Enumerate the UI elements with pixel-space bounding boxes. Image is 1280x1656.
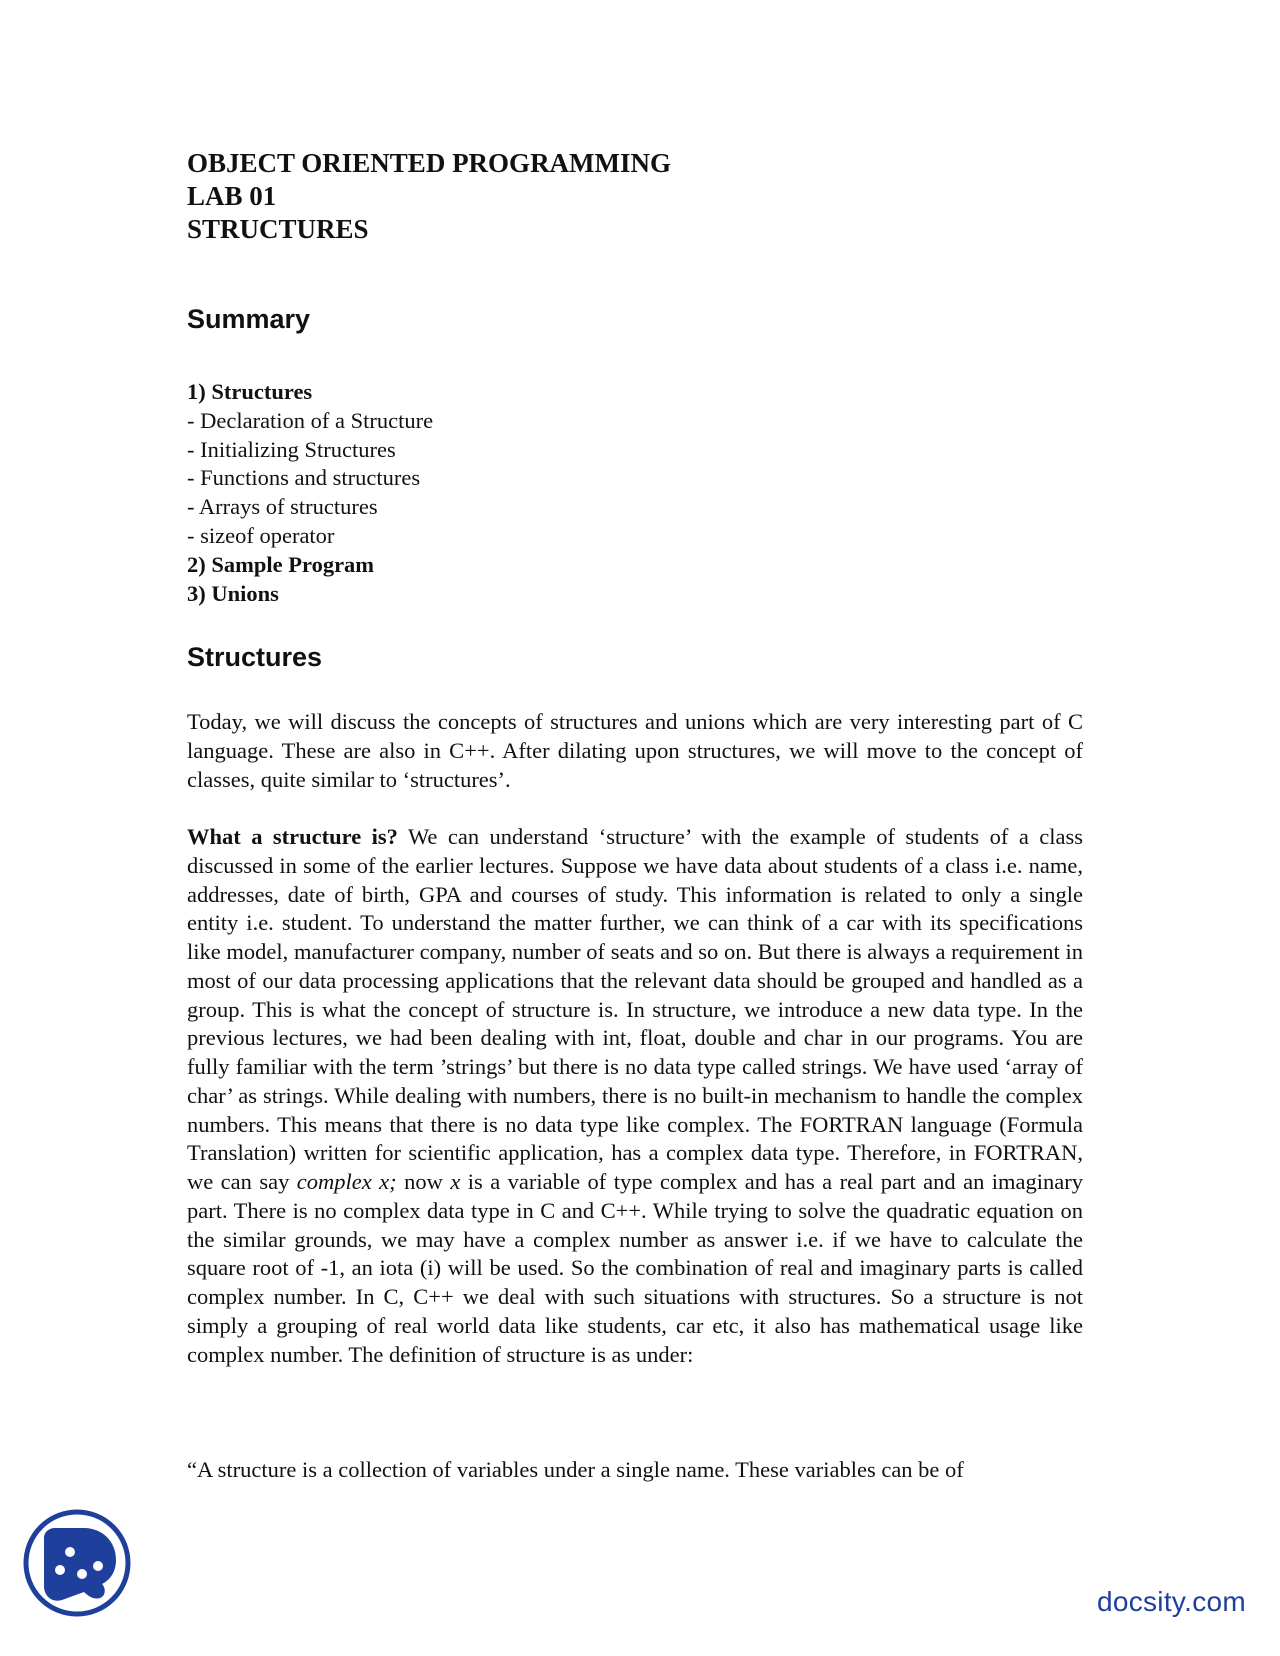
variable-name: x (450, 1169, 461, 1194)
structures-heading: Structures (187, 642, 323, 672)
definition-paragraph (187, 823, 1083, 1369)
paragraph-text: now (396, 1169, 451, 1194)
docsity-brand[interactable]: docsity.com (1096, 1586, 1246, 1617)
intro-paragraph: Today, we will discuss the concepts of structures and unions which are very interesting part of C language. These are also in C++. After dilating upon structures, we will move to the concept of classes, quite similar to ‘structures’. (187, 709, 1083, 792)
paragraph-text: We can understand ‘structure’ with the example of students of a class discussed in some of the earlier lectures. Suppose we have data about students of a class i.e. name, addresses, date of birth, GPA and courses of study. This information is related to only a single entity i.e. student. To understand the matter further, we can think of a car with its specifications like model, manufacturer company, number of seats and so on. But there is always a requirement in most of our data processing applications that the relevant data should be grouped and handled as a group. This is what the concept of structure is. In structure, we introduce a new data type. In the previous lectures, we had been dealing with int, float, double and char in our programs. You are fully familiar with the term ’strings’ but there is no data type called strings. We have used ‘array of char’ as strings. While dealing with numbers, there is no built-in mechanism to handle the complex numbers. This means that there is no data type like complex. The FORTRAN language (Formula Translation) written for scientific application, has a complex data type. Therefore, in FORTRAN, we can say (187, 824, 1084, 1194)
summary-item: - Initializing Structures (187, 436, 396, 462)
summary-item: - sizeof operator (187, 522, 335, 548)
summary-item: 1) Structures (187, 379, 313, 404)
summary-list (187, 378, 433, 608)
lab-number: LAB 01 (187, 181, 277, 211)
summary-item: 3) Unions (187, 580, 279, 606)
paragraph-lead: What a structure is? (187, 824, 398, 849)
course-title: OBJECT ORIENTED PROGRAMMING (187, 148, 672, 178)
docsity-logo-icon (22, 1508, 132, 1618)
summary-item: - Functions and structures (187, 465, 421, 491)
quote-paragraph: “A structure is a collection of variables under a single name. These variables can be of (187, 1457, 964, 1482)
summary-item: - Arrays of structures (187, 494, 378, 520)
code-example: complex x; (296, 1169, 397, 1194)
summary-item: - Declaration of a Structure (187, 407, 434, 433)
paragraph-text: is a variable of type complex and has a real part and an imaginary part. There is no complex data type in C and C++. While trying to solve the quadratic equation on the similar grounds, we may have a complex number as answer i.e. if we have to calculate the square root of -1, an iota (i) will be used. So the combination of real and imaginary parts is called complex number. In C, C++ we deal with such situations with structures. So a structure is not simply a grouping of real world data like students, car etc, it also has mathematical usage like complex number. The definition of structure is as under: (187, 1169, 1084, 1367)
document-title (187, 147, 671, 246)
lab-topic: STRUCTURES (187, 214, 369, 244)
summary-item: 2) Sample Program (187, 551, 375, 577)
summary-heading: Summary (187, 304, 311, 334)
